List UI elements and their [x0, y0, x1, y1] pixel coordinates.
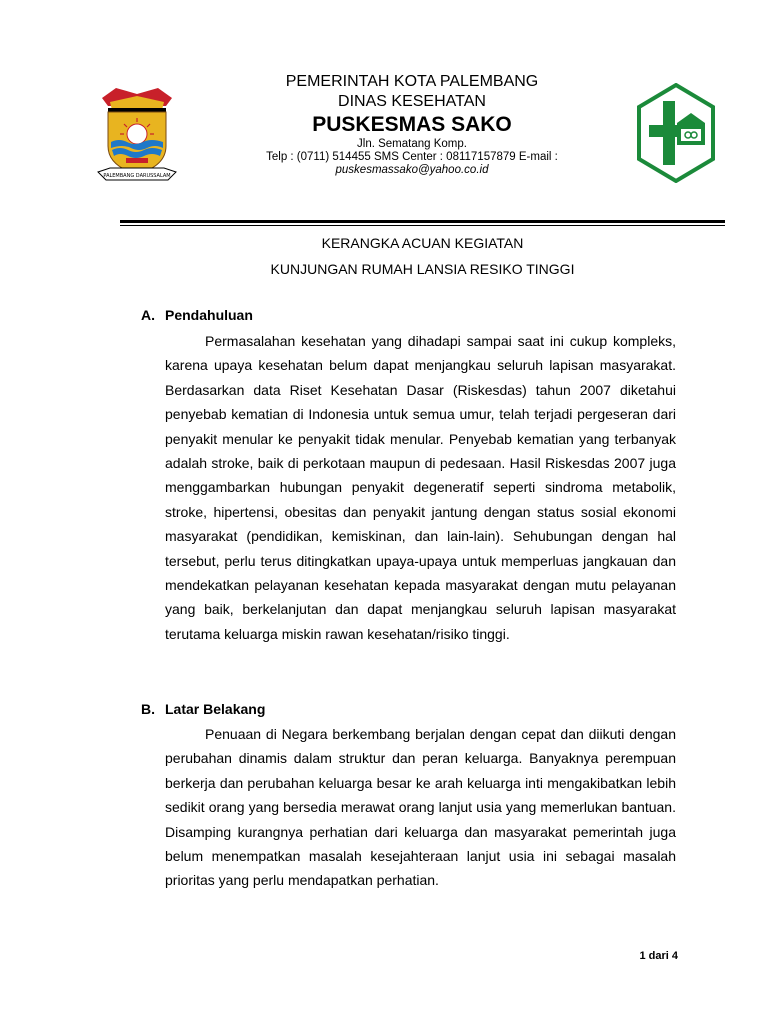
section-title: Pendahuluan	[165, 307, 253, 323]
palembang-city-crest-icon	[96, 84, 178, 188]
page-number: 1 dari 4	[639, 950, 678, 962]
document-subtitle: KUNJUNGAN RUMAH LANSIA RESIKO TINGGI	[270, 261, 575, 277]
letterhead-institution: PUSKESMAS SAKO	[312, 113, 512, 136]
crest-ribbon-text: PALEMBANG DARUSSALAM	[103, 173, 171, 179]
section-title: Latar Belakang	[165, 701, 266, 717]
section-body-a: Permasalahan kesehatan yang dihadapi sampai saat ini cukup kompleks, karena upaya kesehatan belum dapat menjangkau seluruh lapisan masyarakat. Berdasarkan data Riset Kesehatan Dasar (Riskesdas) tahun 2007 diketahui penyebab kematian di Indonesia untuk semua umur, telah terjadi pergeseran dari penyakit menular ke penyakit tidak menular. Penyebab kematian yang terbanyak adalah stroke, baik di perkotaan maupun di pedesaan. Hasil Riskesdas 2007 juga menggambarkan hubungan penyakit degeneratif seperti sindroma metabolik, stroke, hipertensi, obesitas dan penyakit jantung dengan status sosial ekonomi masyarakat (pendidikan, kemiskinan, dan lain-lain). Sehubungan dengan hal tersebut, perlu terus ditingkatkan upaya-upaya untuk memperluas jangkauan dan mendekatkan pelayanan kesehatan kepada masyarakat dengan mutu pelayanan yang baik, berkelanjutan dan dapat menjangkau seluruh lapisan masyarakat terutama keluarga miskin rawan kesehatan/risiko tinggi.	[165, 333, 676, 642]
letterhead-divider-thick	[120, 220, 725, 223]
letterhead	[230, 72, 594, 177]
letterhead-address: Jln. Sematang Komp.	[357, 138, 467, 150]
letterhead-department: DINAS KESEHATAN	[338, 93, 486, 110]
section-heading-b	[141, 701, 265, 717]
letterhead-government: PEMERINTAH KOTA PALEMBANG	[285, 73, 539, 90]
letterhead-contact: Telp : (0711) 514455 SMS Center : 08117157879 E-mail :	[266, 151, 558, 163]
document-title: KERANGKA ACUAN KEGIATAN	[321, 235, 524, 251]
section-body-b: Penuaan di Negara berkembang berjalan dengan cepat dan diikuti dengan perubahan dinamis dalam struktur dan peran keluarga. Banyaknya perempuan berkerja dan perubahan keluarga besar ke arah keluarga inti mengakibatkan lebih sedikit orang yang bersedia merawat orang lanjut usia yang memerlukan bantuan. Disamping kurangnya perhatian dari keluarga dan masyarakat pemerintah juga belum menempatkan masalah kesejahteraan lanjut usia ini sebagai masalah prioritas yang perlu mendapatkan perhatian.	[165, 726, 676, 889]
section-letter: A.	[141, 307, 155, 323]
letterhead-divider-thin	[120, 225, 725, 226]
letterhead-email: puskesmassako@yahoo.co.id	[335, 164, 489, 176]
section-letter: B.	[141, 701, 155, 717]
section-heading-a	[141, 307, 253, 323]
puskesmas-cross-logo-icon	[637, 83, 715, 183]
